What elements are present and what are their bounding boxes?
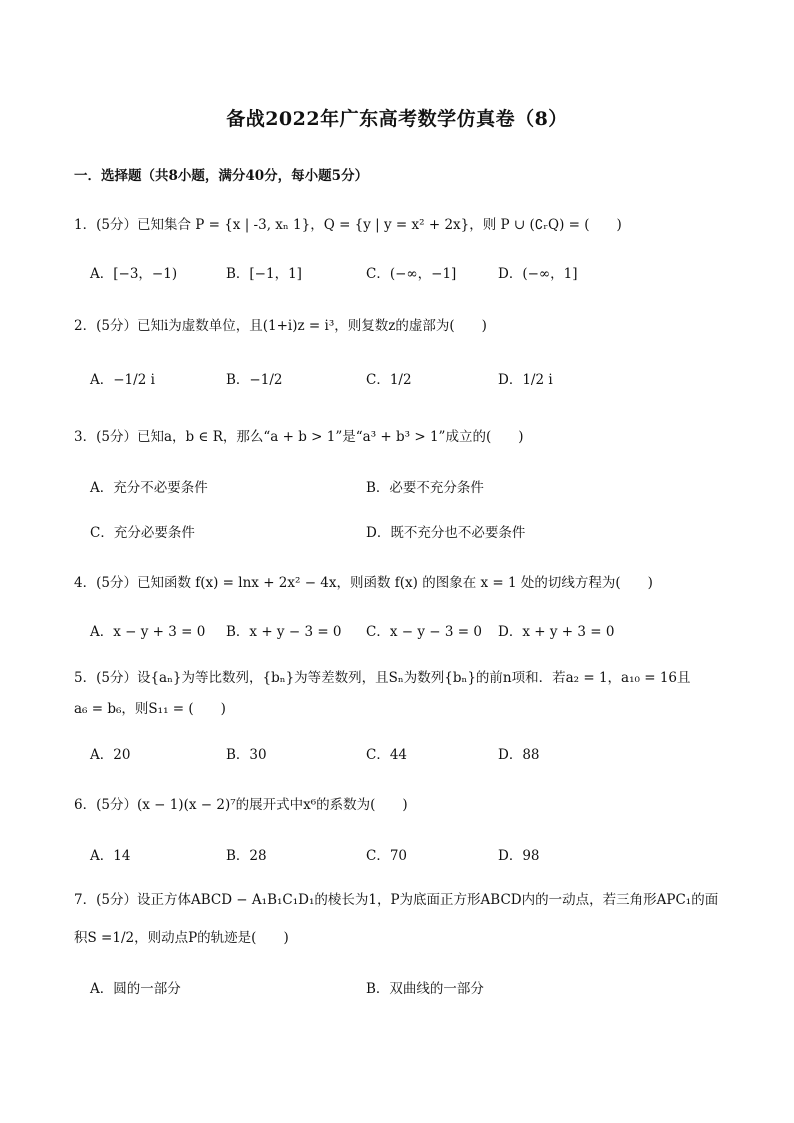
question-5-option-d: D．88	[498, 747, 540, 763]
question-1-option-d: D．(−∞，1]	[498, 266, 578, 282]
question-5-option-b: B．30	[226, 747, 267, 763]
question-3-option-a: A．充分不必要条件	[90, 480, 208, 496]
question-5-option-a: A．20	[90, 747, 131, 763]
question-6-option-d: D．98	[498, 848, 540, 864]
question-4-option-d: D．x + y + 3 = 0	[498, 624, 615, 640]
question-3-stem: 3．(5分）已知a，b ∈ R，那么“a + b > 1”是“a³ + b³ > 1”成立的( )	[74, 429, 524, 445]
question-7-option-b: B．双曲线的一部分	[366, 981, 484, 997]
fraction: −1/2 i	[113, 372, 155, 388]
question-1-stem: 1．(5分）已知集合 P = {x | -3, xₙ 1}，Q = {y | y = x² + 2x}，则 P ∪ (∁ᵣQ) = ( )	[74, 217, 622, 233]
question-6-option-a: A．14	[90, 848, 131, 864]
question-5-stem-line1: 5．(5分）设{aₙ}为等比数列，{bₙ}为等差数列，且Sₙ为数列{bₙ}的前n项和．若a₂ = 1，a₁₀ = 16且	[74, 670, 691, 686]
question-4-option-a: A．x − y + 3 = 0	[90, 624, 206, 640]
question-7-stem-line1: 7．(5分）设正方体ABCD − A₁B₁C₁D₁的棱长为1，P为底面正方形ABCD内的一动点，若三角形APC₁的面	[74, 892, 719, 908]
question-2-stem: 2．(5分）已知i为虚数单位，且(1+i)z = i³，则复数z的虚部为( )	[74, 318, 487, 334]
question-2-option-d: D．1/2 i	[498, 372, 553, 388]
question-6-option-b: B．28	[226, 848, 267, 864]
question-3-option-c: C．充分必要条件	[90, 525, 195, 541]
question-7-option-a: A．圆的一部分	[90, 981, 181, 997]
question-4-option-c: C．x − y − 3 = 0	[366, 624, 482, 640]
question-1-option-a: A．[−3，−1)	[90, 266, 178, 282]
question-6-stem: 6．(5分）(x − 1)(x − 2)⁷的展开式中x⁶的系数为( )	[74, 797, 408, 813]
question-2-option-b: B．−1/2	[226, 372, 283, 388]
fraction: 1/2 i	[522, 372, 553, 388]
fraction: −1/2	[249, 372, 283, 388]
question-1-option-c: C．(−∞，−1]	[366, 266, 457, 282]
question-5-stem-line2: a₆ = b₆，则S₁₁ = ( )	[74, 701, 226, 717]
question-4-option-b: B．x + y − 3 = 0	[226, 624, 342, 640]
question-2-option-c: C．1/2	[366, 372, 412, 388]
question-7-stem-line2: 积S =1/2，则动点P的轨迹是( )	[74, 930, 289, 946]
fraction: 1/2	[389, 372, 412, 388]
question-2-option-a: A．−1/2 i	[90, 372, 155, 388]
question-5-option-c: C．44	[366, 747, 408, 763]
question-3-option-b: B．必要不充分条件	[366, 480, 484, 496]
question-3-option-d: D．既不充分也不必要条件	[366, 525, 526, 541]
question-4-stem: 4．(5分）已知函数 f(x) = lnx + 2x² − 4x，则函数 f(x) 的图象在 x = 1 处的切线方程为( )	[74, 575, 653, 591]
question-1-option-b: B．[−1，1]	[226, 266, 302, 282]
section-heading: 一．选择题（共8小题，满分40分，每小题5分）	[74, 168, 369, 184]
fraction: 1/2	[112, 930, 135, 946]
page-title: 备战2022年广东高考数学仿真卷（8）	[226, 108, 568, 130]
question-6-option-c: C．70	[366, 848, 408, 864]
